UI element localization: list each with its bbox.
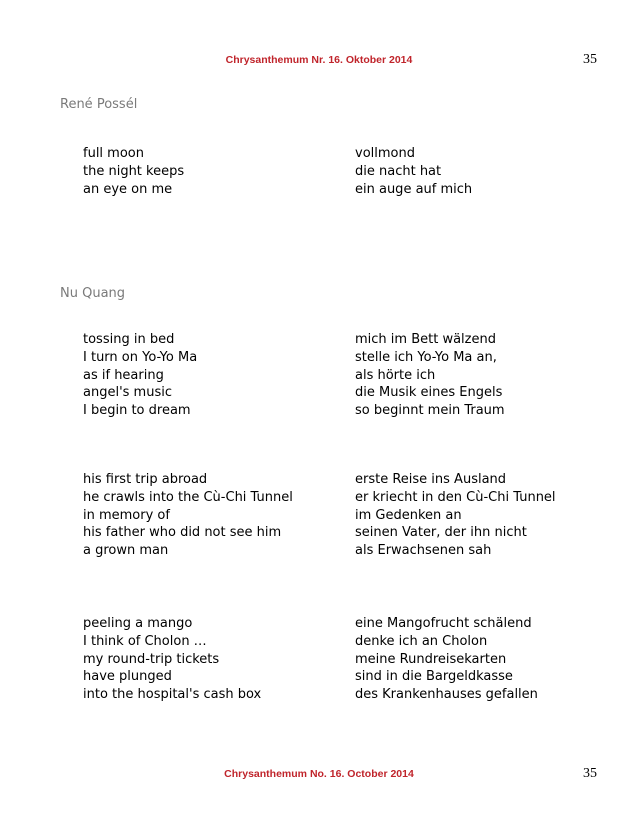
footer-page-number: 35 <box>583 766 597 781</box>
poem-line: seinen Vater, der ihn nicht <box>355 525 527 541</box>
poem-line: erste Reise ins Ausland <box>355 472 507 487</box>
poem-line: have plunged <box>83 669 172 685</box>
poem-line: my round-trip tickets <box>83 651 220 667</box>
poem-line: stelle ich Yo-Yo Ma an, <box>355 349 497 365</box>
poem-english <box>83 615 261 704</box>
poem-german <box>355 615 538 704</box>
poem-line: his father who did not see him <box>83 525 282 541</box>
poem-line: an eye on me <box>83 181 173 197</box>
author-name: René Possél <box>60 97 138 112</box>
poem-line: als hörte ich <box>355 367 436 383</box>
author-name: Nu Quang <box>60 286 126 301</box>
poem-line: peeling a mango <box>83 616 193 631</box>
poem-line: angel's music <box>83 385 172 401</box>
poem-line: des Krankenhauses gefallen <box>355 687 538 703</box>
poem-line: im Gedenken an <box>355 507 462 523</box>
poem-line: his first trip abroad <box>83 472 208 487</box>
poem-line: a grown man <box>83 543 169 559</box>
header-page-number: 35 <box>583 52 597 67</box>
poem-line: he crawls into the Cù-Chi Tunnel <box>83 489 293 505</box>
poem-english <box>83 145 184 198</box>
poem-line: die Musik eines Engels <box>355 385 503 401</box>
poem-line: mich im Bett wälzend <box>355 332 496 347</box>
poem-line: the night keeps <box>83 163 185 179</box>
poem-line: I turn on Yo-Yo Ma <box>83 349 198 365</box>
poem-line: full moon <box>83 146 144 161</box>
poem-line: eine Mangofrucht schälend <box>355 616 532 631</box>
poem-line: tossing in bed <box>83 332 175 347</box>
poem-line: I begin to dream <box>83 403 191 419</box>
poem-line: er kriecht in den Cù-Chi Tunnel <box>355 489 556 505</box>
poem-line: meine Rundreisekarten <box>355 651 507 667</box>
poem-line: als Erwachsenen sah <box>355 543 492 559</box>
footer-title: Chrysanthemum No. 16. October 2014 <box>224 768 414 780</box>
poem-line: into the hospital's cash box <box>83 687 262 703</box>
poem-line: in memory of <box>83 507 170 523</box>
poem-english <box>83 471 293 560</box>
page-header <box>0 52 638 70</box>
poem-line: vollmond <box>355 146 415 161</box>
poem-line: ein auge auf mich <box>355 181 473 197</box>
page-footer <box>0 766 638 784</box>
header-title: Chrysanthemum Nr. 16. Oktober 2014 <box>225 54 413 66</box>
poem-german <box>355 471 556 560</box>
poem-line: so beginnt mein Traum <box>355 403 505 419</box>
poem-line: sind in die Bargeldkasse <box>355 669 513 685</box>
poem-german <box>355 145 472 198</box>
poem-english <box>83 331 197 420</box>
poem-line: I think of Cholon … <box>83 633 207 649</box>
poem-line: as if hearing <box>83 367 164 383</box>
poem-line: die nacht hat <box>355 163 442 179</box>
poem-german <box>355 331 505 420</box>
poem-line: denke ich an Cholon <box>355 633 488 649</box>
